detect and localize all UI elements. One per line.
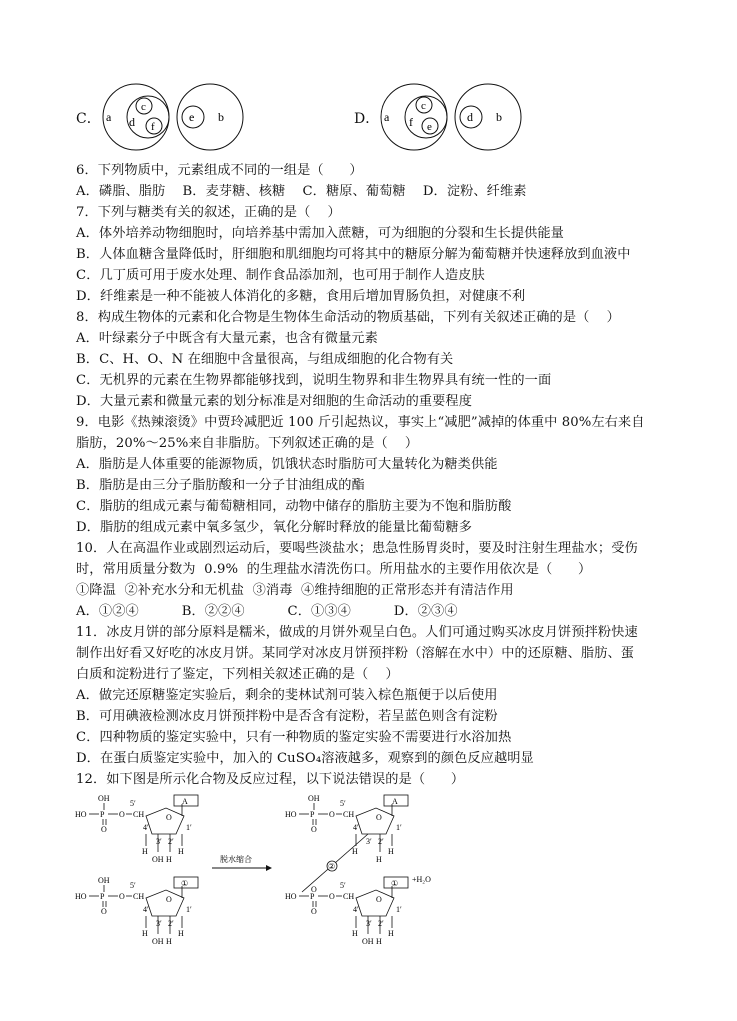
svg-text:CH: CH <box>133 892 145 901</box>
q8-option-d: D．大量元素和微量元素的划分标准是对细胞的生命活动的重要程度 <box>76 394 473 409</box>
svg-text:OH: OH <box>98 794 110 803</box>
svg-text:H: H <box>376 937 382 946</box>
q12-stem: 12．如下图是所示化合物及反应过程，以下说法错误的是（ ） <box>76 772 465 787</box>
svg-text:P: P <box>100 892 105 901</box>
svg-text:H: H <box>166 937 172 946</box>
svg-text:4′: 4′ <box>143 905 149 914</box>
svg-text:H: H <box>142 929 148 938</box>
svg-text:HO: HO <box>285 892 297 901</box>
svg-text:H: H <box>352 847 358 856</box>
svg-text:H: H <box>352 929 358 938</box>
venn-d-label-a: a <box>384 110 390 124</box>
svg-text:OH: OH <box>308 794 320 803</box>
svg-text:H: H <box>178 847 184 856</box>
svg-text:3′: 3′ <box>366 919 372 928</box>
svg-text:H: H <box>166 855 172 864</box>
q9-option-c: C．脂肪的组成元素与葡萄糖相同，动物中储存的脂肪主要为不饱和脂肪酸 <box>76 499 512 514</box>
q8-option-a: A．叶绿素分子中既含有大量元素，也含有微量元素 <box>76 331 378 346</box>
svg-text:CH: CH <box>343 892 355 901</box>
svg-text:2′: 2′ <box>378 837 384 846</box>
svg-text:1′: 1′ <box>396 905 402 914</box>
venn-d-label-d: d <box>467 110 473 124</box>
svg-text:O: O <box>329 810 335 819</box>
svg-text:O: O <box>311 885 317 894</box>
svg-text:P: P <box>310 810 315 819</box>
svg-text:O: O <box>119 892 125 901</box>
q6-options: A．磷脂、脂肪 B．麦芽糖、核糖 C．糖原、葡萄糖 D．淀粉、纤维素 <box>76 184 527 199</box>
svg-text:脱水缩合: 脱水缩合 <box>220 855 252 864</box>
q10-stem-line2: 时，常用质量分数为 0.9% 的生理盐水清洗伤口。所用盐水的主要作用依次是（ ） <box>76 562 592 577</box>
svg-text:①: ① <box>391 879 399 888</box>
venn-diagram-row <box>0 82 737 152</box>
venn-c-label-d: d <box>129 115 135 129</box>
svg-text:P: P <box>310 892 315 901</box>
q9-stem-line2: 脂肪，20%～25%来自非脂肪。下列叙述正确的是（ ） <box>76 436 419 451</box>
svg-text:O: O <box>376 813 382 822</box>
svg-text:1′: 1′ <box>186 905 192 914</box>
svg-text:1′: 1′ <box>186 823 192 832</box>
q9-stem-line1: 9．电影《热辣滚烫》中贾玲减肥近 100 斤引起热议，事实上“减肥”减掉的体重中 80%左右来自 <box>76 415 645 430</box>
nucleotide-left-bottom <box>75 876 198 946</box>
nucleotide-left-top <box>75 794 198 864</box>
venn-diagram-d <box>374 82 524 152</box>
q7-option-b: B．人体血糖含量降低时，肝细胞和肌细胞均可将其中的糖原分解为葡萄糖并快速释放到血液中 <box>76 247 631 262</box>
svg-text:3′: 3′ <box>366 837 372 846</box>
svg-text:H: H <box>178 929 184 938</box>
q7-option-a: A．体外培养动物细胞时，向培养基中需加入蔗糖，可为细胞的分裂和生长提供能量 <box>76 226 564 241</box>
nucleotide-right-top <box>285 794 408 864</box>
venn-d-label-c: c <box>421 100 426 112</box>
q11-option-b: B．可用碘液检测冰皮月饼预拌粉中是否含有淀粉，若呈蓝色则含有淀粉 <box>76 709 498 724</box>
q10-stem-line1: 10．人在高温作业或剧烈运动后，要喝些淡盐水；患急性肠胃炎时，要及时注射生理盐水；受伤 <box>76 541 638 556</box>
nucleotide-condensation-figure <box>70 792 450 952</box>
option-d-label: D． <box>354 111 380 127</box>
svg-text:2′: 2′ <box>168 919 174 928</box>
svg-text:1′: 1′ <box>396 823 402 832</box>
svg-text:2′: 2′ <box>168 837 174 846</box>
svg-text:OH: OH <box>362 937 374 946</box>
q8-option-c: C．无机界的元素在生物界都能够找到，说明生物界和非生物界具有统一性的一面 <box>76 373 552 388</box>
q11-stem-line1: 11．冰皮月饼的部分原料是糯米，做成的月饼外观呈白色。人们可通过购买冰皮月饼预拌粉快速 <box>76 625 638 640</box>
q10-options: A．①②④ B．②②④ C．①③④ D．②③④ <box>76 604 458 619</box>
svg-text:H: H <box>376 855 382 864</box>
svg-text:O: O <box>311 825 317 834</box>
svg-text:OH: OH <box>98 876 110 885</box>
svg-text:3′: 3′ <box>156 919 162 928</box>
svg-text:3′: 3′ <box>156 837 162 846</box>
svg-text:H: H <box>142 847 148 856</box>
svg-text:CH: CH <box>133 810 145 819</box>
svg-text:2′: 2′ <box>378 919 384 928</box>
svg-text:4′: 4′ <box>353 905 359 914</box>
q11-option-c: C．四种物质的鉴定实验中，只有一种物质的鉴定实验不需要进行水浴加热 <box>76 730 512 745</box>
q10-roles: ①降温 ②补充水分和无机盐 ③消毒 ④维持细胞的正常形态并有清洁作用 <box>76 583 514 598</box>
q9-option-a: A．脂肪是人体重要的能源物质，饥饿状态时脂肪可大量转化为糖类供能 <box>76 457 498 472</box>
venn-c-label-e: e <box>189 110 195 124</box>
venn-d-label-b: b <box>496 110 502 124</box>
svg-text:O: O <box>119 810 125 819</box>
svg-text:O: O <box>166 813 172 822</box>
svg-text:HO: HO <box>285 810 297 819</box>
q7-option-d: D．纤维素是一种不能被人体消化的多糖，食用后增加胃肠负担，对健康不利 <box>76 289 526 304</box>
svg-text:H: H <box>388 929 394 938</box>
q11-option-d: D．在蛋白质鉴定实验中，加入的 CuSO₄溶液越多，观察到的颜色反应越明显 <box>76 751 534 766</box>
svg-text:4′: 4′ <box>143 823 149 832</box>
svg-text:O: O <box>166 895 172 904</box>
svg-text:H: H <box>388 847 394 856</box>
svg-text:5′: 5′ <box>340 799 346 808</box>
venn-d-label-f: f <box>409 115 413 129</box>
q11-stem-line3: 白质和淀粉进行了鉴定，下列相关叙述正确的是（ ） <box>76 667 399 682</box>
svg-text:②: ② <box>328 862 336 871</box>
svg-text:P: P <box>100 810 105 819</box>
svg-text:OH: OH <box>152 937 164 946</box>
svg-text:A: A <box>392 797 398 806</box>
svg-text:O: O <box>101 907 107 916</box>
svg-text:O: O <box>376 895 382 904</box>
q8-stem: 8．构成生物体的元素和化合物是生物体生命活动的物质基础，下列有关叙述正确的是（ ） <box>76 310 620 325</box>
svg-text:HO: HO <box>75 810 87 819</box>
svg-text:CH: CH <box>343 810 355 819</box>
q11-stem-line2: 制作出好看又好吃的冰皮月饼。某同学对冰皮月饼预拌粉（溶解在水中）中的还原糖、脂肪、蛋 <box>76 646 635 661</box>
svg-text:O: O <box>311 907 317 916</box>
option-c-label: C． <box>76 111 101 127</box>
q7-stem: 7．下列与糖类有关的叙述，正确的是（ ） <box>76 205 341 220</box>
svg-text:HO: HO <box>75 892 87 901</box>
venn-c-label-b: b <box>218 110 224 124</box>
svg-text:O: O <box>101 825 107 834</box>
reaction-arrow <box>212 854 272 871</box>
q7-option-c: C．几丁质可用于废水处理、制作食品添加剂，也可用于制作人造皮肤 <box>76 268 485 283</box>
venn-c-label-f: f <box>151 121 155 133</box>
q9-option-b: B．脂肪是由三分子脂肪酸和一分子甘油组成的酯 <box>76 478 365 493</box>
venn-diagram-c <box>96 82 246 152</box>
svg-text:A: A <box>182 797 188 806</box>
q6-stem: 6．下列物质中，元素组成不同的一组是（ ） <box>76 163 363 178</box>
q11-option-a: A．做完还原糖鉴定实验后，剩余的斐林试剂可装入棕色瓶便于以后使用 <box>76 688 498 703</box>
venn-d-label-e: e <box>427 121 432 133</box>
venn-c-label-a: a <box>106 110 112 124</box>
svg-text:5′: 5′ <box>340 881 346 890</box>
svg-text:O: O <box>329 892 335 901</box>
svg-text:5′: 5′ <box>130 881 136 890</box>
svg-text:①: ① <box>181 879 189 888</box>
phosphodiester-bond <box>302 834 368 892</box>
nucleotide-right-bottom <box>285 877 408 946</box>
svg-text:OH: OH <box>152 855 164 864</box>
q9-option-d: D．脂肪的组成元素中氧多氢少，氧化分解时释放的能量比葡萄糖多 <box>76 520 473 535</box>
water-product: +H₂O <box>412 875 431 884</box>
svg-text:5′: 5′ <box>130 799 136 808</box>
svg-text:4′: 4′ <box>353 823 359 832</box>
q8-option-b: B．C、H、O、N 在细胞中含量很高，与组成细胞的化合物有关 <box>76 352 454 367</box>
venn-c-label-c: c <box>141 101 146 113</box>
